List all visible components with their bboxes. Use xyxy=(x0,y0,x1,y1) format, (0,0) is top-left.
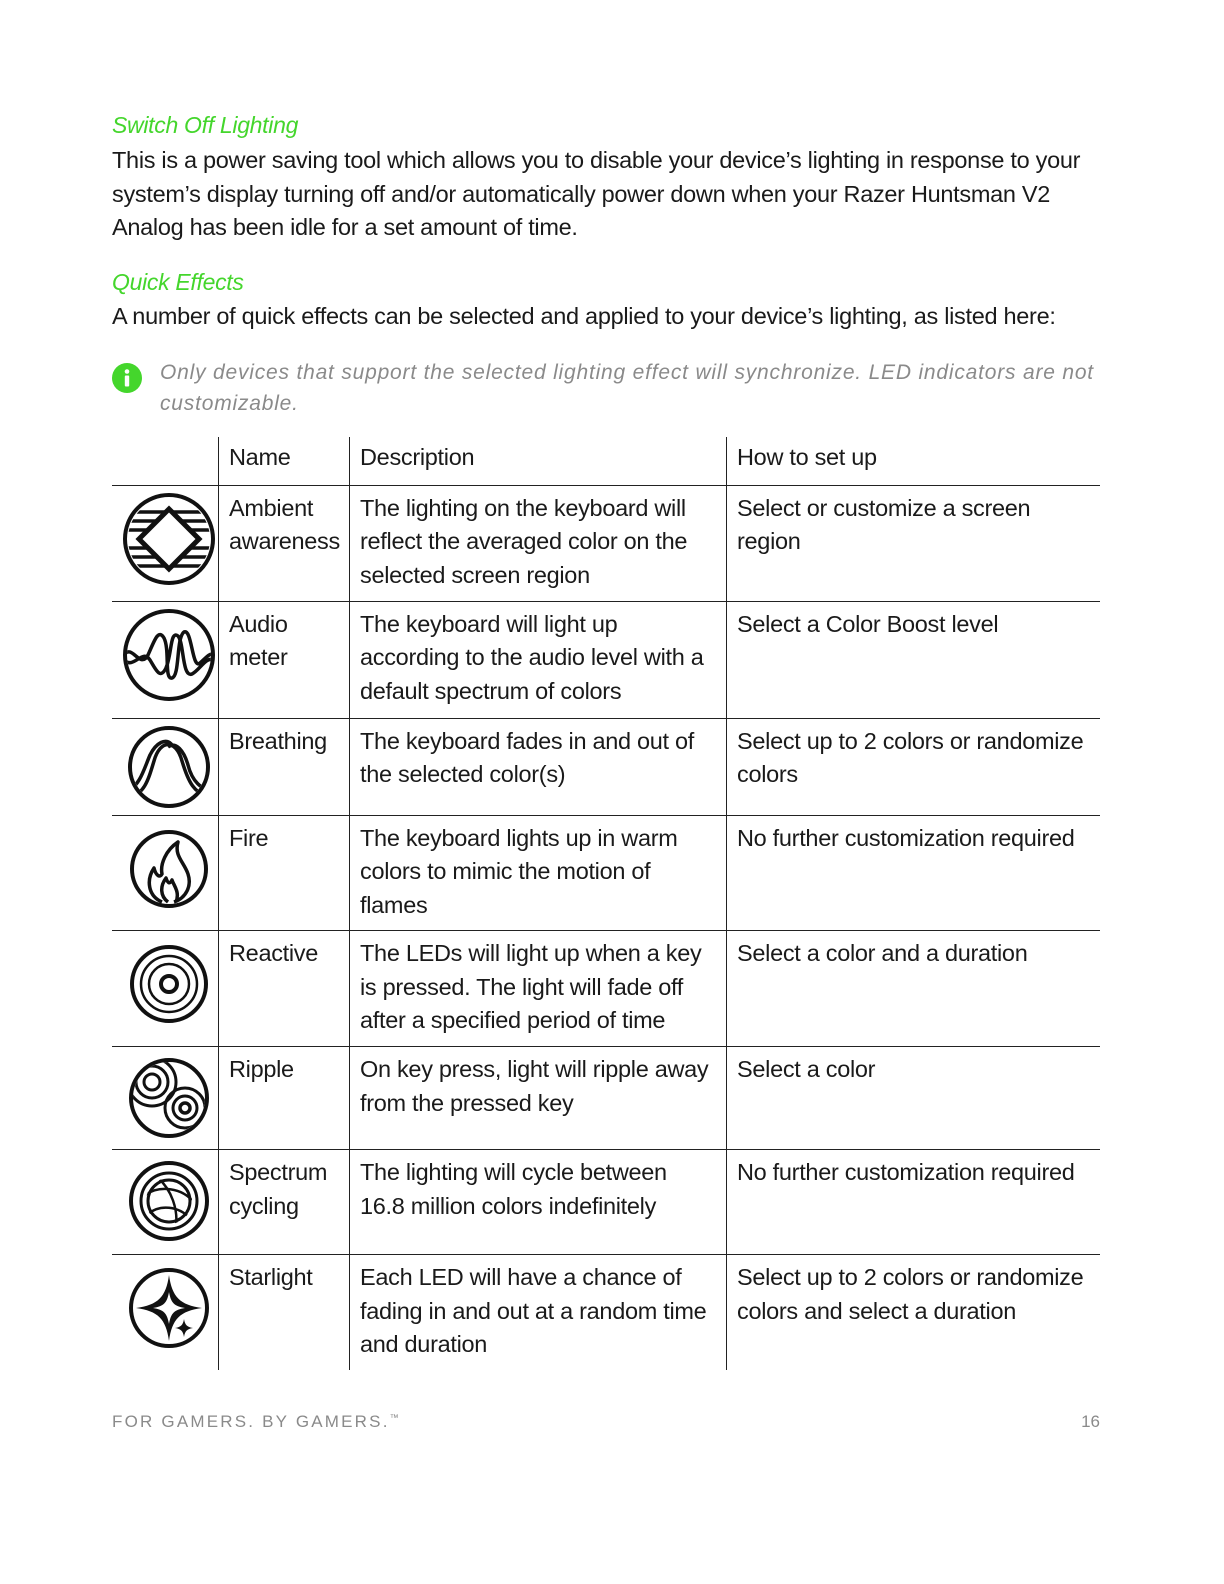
table-row xyxy=(112,485,1100,601)
table-row xyxy=(112,1047,1100,1150)
header-how-to-set-up: How to set up xyxy=(727,437,1101,485)
quick-effects-table xyxy=(112,437,1100,1370)
table-row xyxy=(112,1150,1100,1255)
effect-name: Fire xyxy=(219,815,350,931)
section-title-switch-off-lighting: Switch Off Lighting xyxy=(112,112,299,138)
ripple-icon xyxy=(122,1053,216,1143)
fire-icon xyxy=(122,822,216,916)
note-callout xyxy=(112,358,1100,418)
effect-setup: Select up to 2 colors or randomize colors xyxy=(727,718,1101,815)
table-row xyxy=(112,601,1100,718)
effect-description: Each LED will have a chance of fading in and out at a random time and duration xyxy=(350,1255,727,1370)
section-title-quick-effects: Quick Effects xyxy=(112,269,244,295)
header-name: Name xyxy=(219,437,350,485)
effect-description: The keyboard lights up in warm colors to mimic the motion of flames xyxy=(350,815,727,931)
info-icon xyxy=(112,363,142,393)
header-icon-cell xyxy=(112,437,219,485)
effect-description: The lighting will cycle between 16.8 million colors indefinitely xyxy=(350,1150,727,1255)
section-body-quick-effects: A number of quick effects can be selected and applied to your device’s lighting, as listed here: xyxy=(112,303,1056,329)
effect-setup: Select or customize a screen region xyxy=(727,485,1101,601)
effect-name: Reactive xyxy=(219,931,350,1047)
effect-setup: No further customization required xyxy=(727,1150,1101,1255)
note-text: Only devices that support the selected lighting effect will synchronize. LED indicators are not customizable. xyxy=(160,361,1094,415)
effect-name: Spectrum cycling xyxy=(219,1150,350,1255)
effect-name: Audio meter xyxy=(219,601,350,718)
table-header-row xyxy=(112,437,1100,485)
effect-description: The lighting on the keyboard will reflect the averaged color on the selected screen region xyxy=(350,485,727,601)
effect-description: The keyboard will light up according to the audio level with a default spectrum of colors xyxy=(350,601,727,718)
table-row xyxy=(112,1255,1100,1370)
effect-description: On key press, light will ripple away from the pressed key xyxy=(350,1047,727,1150)
effect-setup: Select a color and a duration xyxy=(727,931,1101,1047)
table-row xyxy=(112,815,1100,931)
reactive-icon xyxy=(122,937,216,1031)
table-row xyxy=(112,718,1100,815)
effect-name: Starlight xyxy=(219,1255,350,1370)
table-row xyxy=(112,931,1100,1047)
section-body-switch-off-lighting: This is a power saving tool which allows you to disable your device’s lighting in response to your system’s display turning off and/or automatically power down when your Razer Huntsman V2 Analog has been idle for a set amount of time. xyxy=(112,147,1081,240)
effect-description: The keyboard fades in and out of the selected color(s) xyxy=(350,718,727,815)
header-description: Description xyxy=(350,437,727,485)
effect-setup: No further customization required xyxy=(727,815,1101,931)
effect-setup: Select up to 2 colors or randomize colors and select a duration xyxy=(727,1255,1101,1370)
breathing-icon xyxy=(122,725,216,809)
spectrum-cycling-icon xyxy=(122,1156,216,1246)
starlight-icon xyxy=(122,1261,216,1355)
page-number: 16 xyxy=(1081,1412,1100,1431)
effect-setup: Select a color xyxy=(727,1047,1101,1150)
effect-description: The LEDs will light up when a key is pressed. The light will fade off after a specified period of time xyxy=(350,931,727,1047)
effect-name: Breathing xyxy=(219,718,350,815)
ambient-awareness-icon xyxy=(122,492,216,586)
footer-tagline xyxy=(112,1412,399,1432)
footer-trademark: ™ xyxy=(389,1412,399,1423)
effect-name: Ambient awareness xyxy=(219,485,350,601)
audio-meter-icon xyxy=(122,608,216,702)
effect-setup: Select a Color Boost level xyxy=(727,601,1101,718)
effect-name: Ripple xyxy=(219,1047,350,1150)
footer-tagline-text: FOR GAMERS. BY GAMERS. xyxy=(112,1412,390,1431)
